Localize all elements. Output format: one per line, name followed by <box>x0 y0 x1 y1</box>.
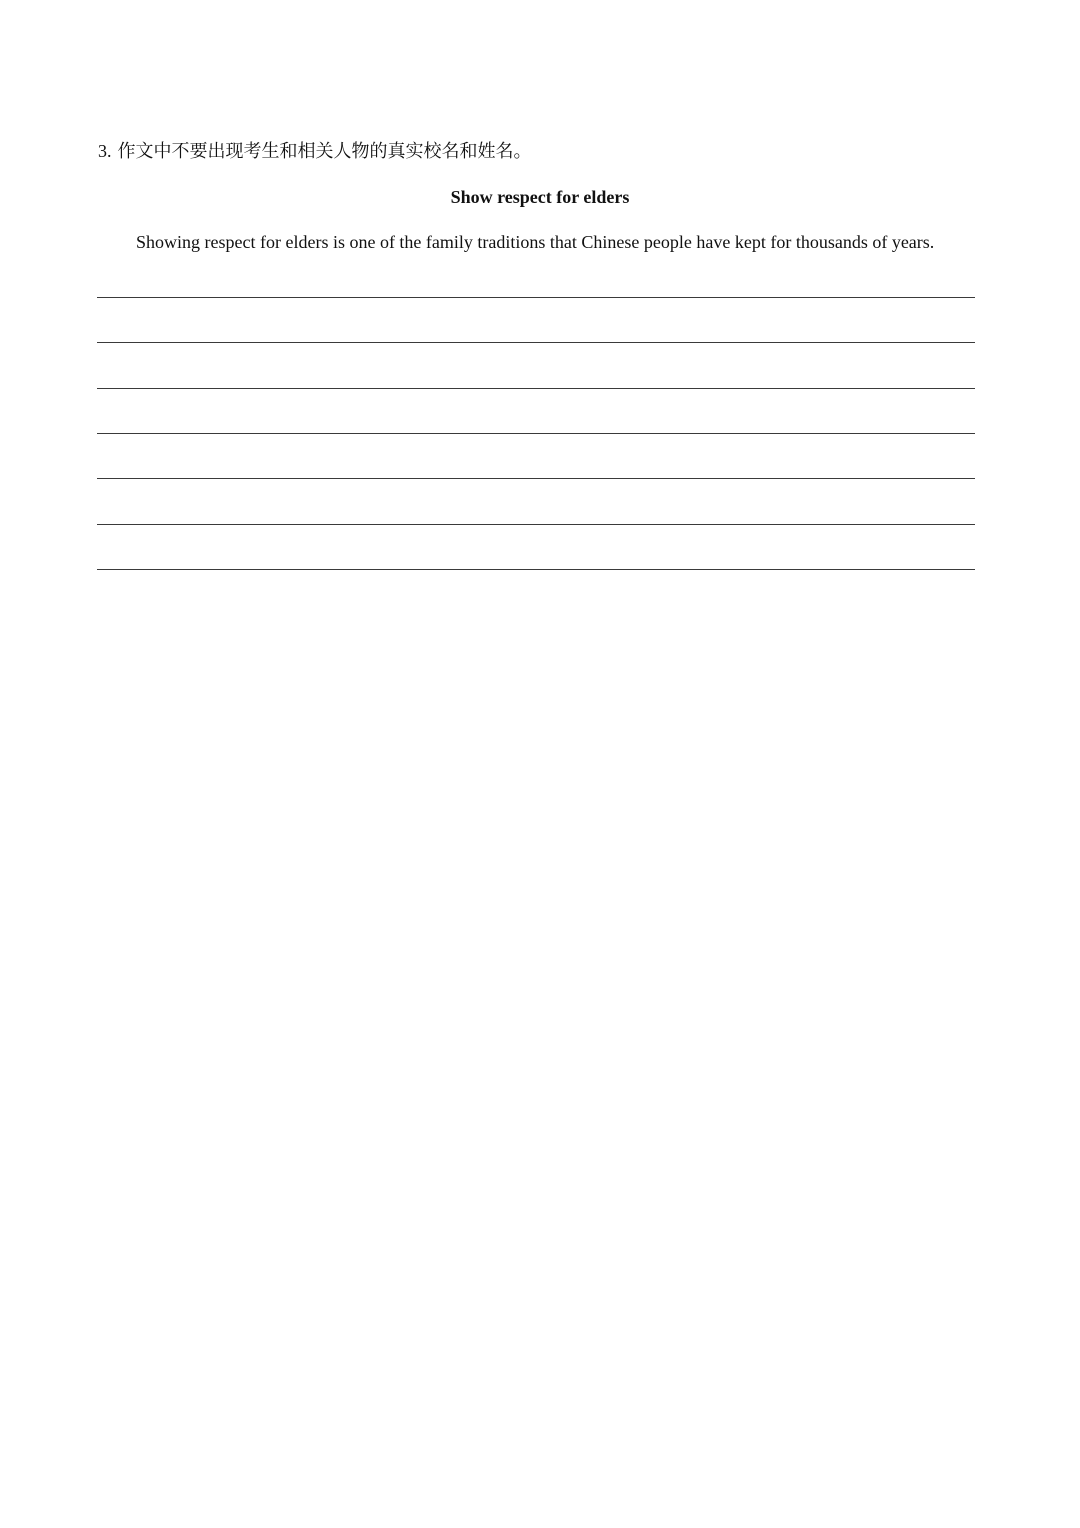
writing-line[interactable] <box>97 388 975 389</box>
essay-opening-sentence: Showing respect for elders is one of the family traditions that Chinese people have kept for thousands of years. <box>136 232 935 252</box>
writing-line[interactable] <box>97 524 975 525</box>
essay-title: Show respect for elders <box>450 187 630 207</box>
instruction-item-3 <box>98 138 532 164</box>
writing-line[interactable] <box>97 297 975 298</box>
writing-line[interactable] <box>97 342 975 343</box>
instruction-text: 作文中不要出现考生和相关人物的真实校名和姓名。 <box>117 141 532 161</box>
instruction-number: 3. <box>98 141 112 161</box>
writing-line[interactable] <box>97 433 975 434</box>
writing-line[interactable] <box>97 569 975 570</box>
writing-line[interactable] <box>97 478 975 479</box>
